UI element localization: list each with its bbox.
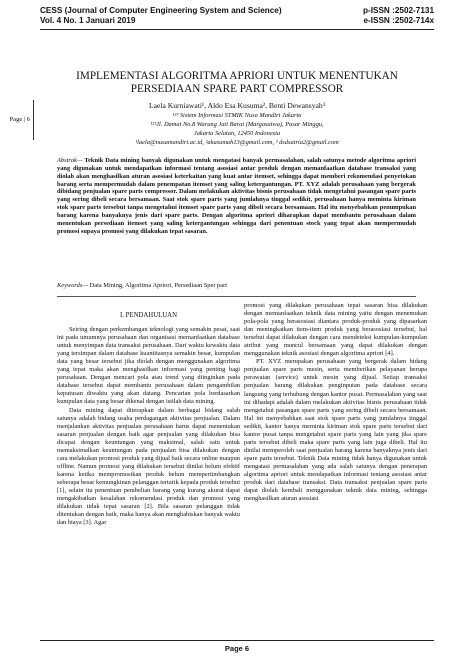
keywords bbox=[57, 282, 416, 290]
header-rule bbox=[40, 29, 434, 30]
section-heading: I. PENDAHULUAN bbox=[119, 312, 177, 319]
issn-header bbox=[363, 6, 434, 26]
right-column bbox=[244, 302, 427, 503]
affiliation-3: Jakarta Selatan, 12450 Indonesia bbox=[193, 130, 281, 137]
pissn: p-ISSN :2502-7131 bbox=[363, 6, 434, 15]
paragraph: PT. XYZ merupakan perusahaan yang bergerak dalam bidang penjualan spare parts mesin, serta memberikan pelayanan berupa perawatan (service) untuk mesin yang dijual. Setiap transaksi penjualan barang dilakukan penginputan pada database secara langsung yang terhubung dengan kantor pusat. Permasalahan yang saat ini dihadapi adalah dalam melakukan aktivitas bisnis perusahaan tidak mengetahui pasangan spare parts yang sering dibeli secara bersamaan. Hal ini menyebabkan saat stok spare parts yang jumlahnya tinggal sedikit, kantor hanya meminta kiriman stok spare parts tersebut dari kantor pusat tanpa mengetahui spare parts yang lain yang jika spare parts tersebut dibeli maka spare parts yang lain juga dibeli. Hal itu dinilai memperoleh saat penjualan barang karena banyaknya jenis dari spare parts tersebut. Teknik Data mining tidak hanya digunakan untuk mengatasi permasalahan yang ada salah satunya dengan penerapan algoritma apriori untuk mendapatkan informasi tentang asosiasi antar produk dari database transaksi. Data transaksi penjualan spare parts dapat diolah kembali menggunakan teknik data mining, sehingga menghasilkan aturan asosiasi bbox=[244, 358, 427, 503]
journal-header bbox=[40, 6, 282, 26]
affiliation-emails: ¹laela@nusamandiri.ac.id, ²akusumah13@gmail.com, ³ dsdsatria2@gmail.com bbox=[135, 139, 339, 146]
paragraph: Data mining dapat diterapkan dalam berbagai bidang salah satunya adalah bidang usaha perdagangan aktivitas penjualan. Dalam menjalankan aktivitas penjualan perusahaan harus dapat menentukan sasaran penjualan dengan baik agar penjualan yang dilakukan bisa dicapai dengan keuntungan yang maksimal, salah satu untuk memaksimalkan keuntungan pada penjualan bisa dilakukan dengan cara melakukan promosi produk yang dijual baik secara online maupun offline. Namun promosi yang dilakukan tersebut dinilai belum efektif karena ketika mempromosikan produk belum mempertimbangkan seberapa besar kemungkinan pelanggan tertarik kepada produk tersebut [1], selain itu penentuan pembelian barang yang kurang akurat dapat mengakibatkan kesalahan rekomendasi produk dan promosi yang dilakukan tidak tepat sasaran [2]. Bila sasaran pelanggan tidak ditentukan dengan baik, maka hanya akan menghabiskan banyak waktu dan biaya [3]. Agar bbox=[57, 406, 240, 527]
side-rule bbox=[33, 100, 34, 140]
paragraph: Seiring dengan perkembangan teknologi yang semakin pesat, saat ini pada umumnya perusahaan dan organisasi memanfaatkan database untuk menyimpan data transaksi perusahaan. Dari waktu kewaktu data yang tersimpan dalam database kuantitasnya semakin besar, kumpulan data yang besar tersebut jika diolah dengan menggunakan algoritma yang tepat maka akan menghasilkan informasi yang penting bagi perusahaan. Dengan mencari pola atau trend yang diinginkan pada database tersebut dapat membantu perusahaan dalam pengambilan keputusan diwaktu yang akan datang. Pencarian pola berdasarkan kumpulan data yang besar dikenal dengan istilah data mining. bbox=[57, 326, 240, 406]
journal-name: CESS (Journal of Computer Engineering System and Science) bbox=[40, 6, 282, 15]
title-line-1: IMPLEMENTASI ALGORITMA APRIORI UNTUK MENENTUKAN bbox=[76, 70, 398, 82]
abstract-text: Teknik Data mining banyak digunakan untuk mengatasi banyak permasalahan, salah satunya metode algoritma apriori yang digunakan untuk mendapatkan informasi tentang asosiasi antar produk dengan memanfaatkan database transaksi yang diolah akan menghasilkan aturan asosiasi keterkaitan yang kuat antar itemset, sehingga dapat memberi rekomendasi penyetokan barang serta mempermudah dalam penempatan itemset yang saling ketergantungan. PT. XYZ adalah perusahaan yang bergerak dibidang penjualan spare parts compressor. Dalam melakukan aktivitas bisnis perusahaan tidak mengetahui pasangan spare parts yang sering dibeli secara bersamaan. Saat stok spare parts yang jumlahnya tinggal sedikit, perusahaan hanya meminta kiriman stok spare parts tersebut tanpa mengetahui itemset spare parts yang dibeli secara bersamaan. Hal itu menyebabkan penumpukan barang karena banyaknya jenis dari spare parts. Dengan algoritma apriori diharapkan dapat membantu perusahaan dalam menentukan persediaan itemset yang saling ketergantungan sehingga dari penentuan stock yang tepat akan mempermudah promosi supaya promosi yang dilakukan tepat sasaran. bbox=[57, 157, 416, 235]
left-column bbox=[57, 302, 240, 527]
affiliation-1: ¹²³ Sistem Informasi STMIK Nusa Mandiri Jakarta bbox=[172, 112, 302, 119]
eissn: e-ISSN :2502-714x bbox=[363, 16, 434, 25]
keywords-text: Data Mining, Algoritma Apriori, Persediaan Sper part bbox=[88, 282, 227, 289]
side-page-label: Page | 6 bbox=[9, 116, 30, 123]
footer-page-number: Page 6 bbox=[224, 644, 250, 653]
journal-volume: Vol. 4 No. 1 Januari 2019 bbox=[40, 16, 136, 25]
paragraph: promosi yang dilakukan perusahaan tepat sasaran bisa dilakukan dengan memanfaatkan teknik data mining yaitu dengan menemukan pola-pola yang berasosiasi diantara produk-produk yang dipasarkan dan meningkatkan item-item produk yang berasosiasi tersebut, hal tersebut dapat dilakukan dengan cara mendeteksi kumpulan-kumpulan atribut yang muncul bersamaan yang dapat dilakukan dengan menggunakan teknik asosiasi dengan algoritma apriori [4]. bbox=[244, 302, 427, 358]
keywords-rule bbox=[57, 296, 416, 297]
footer-rule bbox=[40, 640, 434, 641]
title-line-2: PERSEDIAAN SPARE PART COMPRESSOR bbox=[130, 83, 344, 95]
abstract bbox=[57, 157, 416, 235]
paper-title bbox=[40, 70, 434, 96]
authors: Laela Kurniawati¹, Aldo Esa Kusuma², Benti Dewansyah³ bbox=[149, 101, 325, 110]
affiliation-2: ¹²³Jl. Damai No.8 Warung Jati Barat (Margasatwa), Pasar Minggu, bbox=[150, 121, 324, 128]
keywords-label: Keywords— bbox=[57, 282, 89, 289]
abstract-label: Abstrak— bbox=[57, 157, 83, 164]
